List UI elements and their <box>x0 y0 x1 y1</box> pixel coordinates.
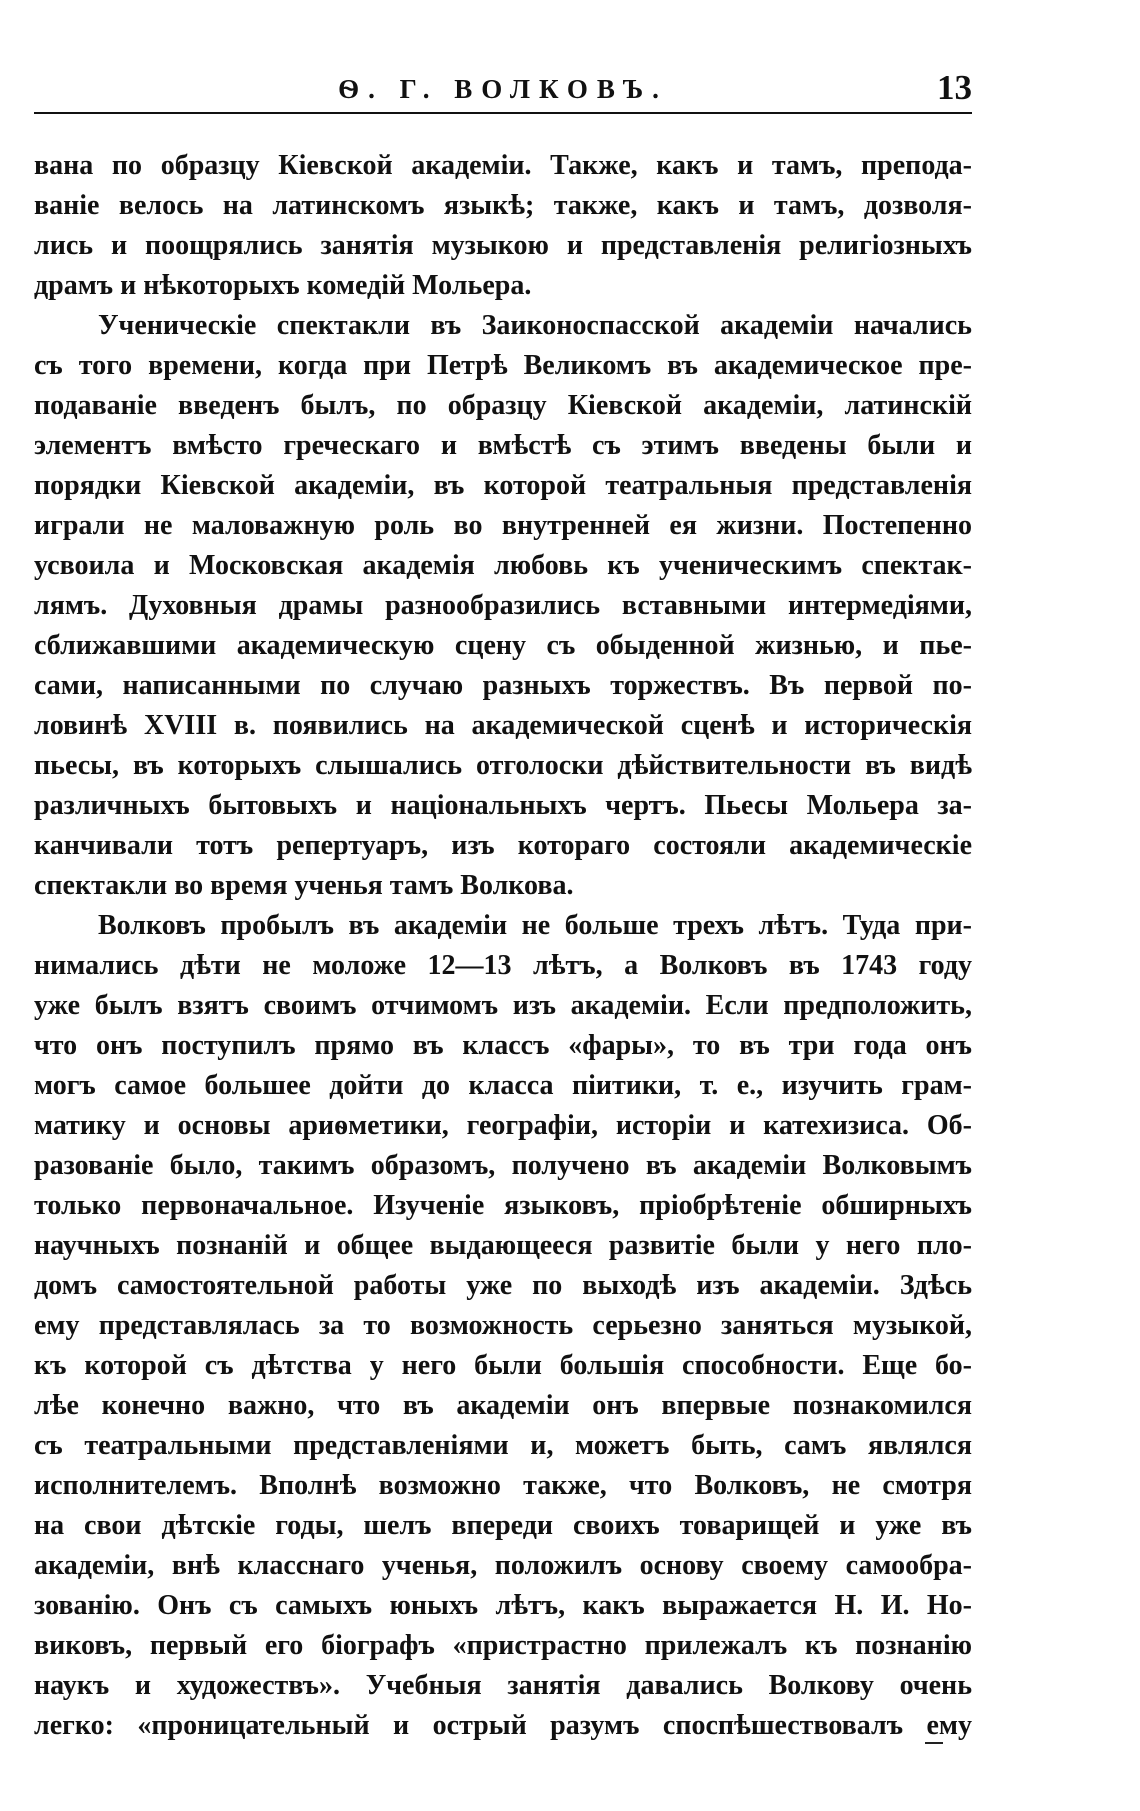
page-number: 13 <box>937 68 972 107</box>
running-header <box>34 68 972 112</box>
text-line: вана по образцу Кіевской академіи. Также, какъ и тамъ, препода- <box>34 150 972 181</box>
text-line: могъ самое большее дойти до класса піитики, т. е., изучить грам- <box>34 1070 972 1101</box>
text-line: пьесы, въ которыхъ слышались отголоски дѣйствительности въ видѣ <box>34 750 972 781</box>
running-title: Ѳ. Г. ВОЛКОВЪ. <box>338 74 668 104</box>
text-line: научныхъ познаній и общее выдающееся развитіе были у него пло- <box>34 1230 972 1261</box>
text-line: сами, написанными по случаю разныхъ торжествъ. Въ первой по- <box>34 670 972 701</box>
text-line: виковъ, первый его біографъ «пристрастно прилежалъ къ познанію <box>34 1630 972 1661</box>
text-line: къ которой съ дѣтства у него были большія способности. Еще бо- <box>34 1350 972 1381</box>
text-line: сближавшими академическую сцену съ обыденной жизнью, и пье- <box>34 630 972 661</box>
text-line: спектакли во время ученья тамъ Волкова. <box>34 870 574 901</box>
text-line: лѣе конечно важно, что въ академіи онъ впервые познакомился <box>34 1390 972 1421</box>
text-line: элементъ вмѣсто греческаго и вмѣстѣ съ этимъ введены были и <box>34 430 972 461</box>
text-line: ловинѣ XVIII в. появились на академической сценѣ и историческія <box>34 710 972 741</box>
catchword-mark <box>925 1742 943 1744</box>
text-line: наукъ и художествъ». Учебныя занятія давались Волкову очень <box>34 1670 972 1701</box>
text-line: домъ самостоятельной работы уже по выходѣ изъ академіи. Здѣсь <box>34 1270 972 1301</box>
text-line: что онъ поступилъ прямо въ классъ «фары», то въ три года онъ <box>34 1030 972 1061</box>
text-line: на свои дѣтскіе годы, шелъ впереди своихъ товарищей и уже въ <box>34 1510 972 1541</box>
text-line: лямъ. Духовныя драмы разнообразились вставными интермедіями, <box>34 590 972 621</box>
text-line: драмъ и нѣкоторыхъ комедій Мольера. <box>34 270 532 301</box>
text-line: легко: «проницательный и острый разумъ споспѣшествовалъ ему <box>34 1710 972 1741</box>
text-line: нимались дѣти не моложе 12—13 лѣтъ, а Волковъ въ 1743 году <box>34 950 972 981</box>
text-line: подаваніе введенъ былъ, по образцу Кіевской академіи, латинскій <box>34 390 972 421</box>
text-line: усвоила и Московская академія любовь къ ученическимъ спектак- <box>34 550 972 581</box>
text-line: ему представлялась за то возможность серьезно заняться музыкой, <box>34 1310 972 1341</box>
text-line: порядки Кіевской академіи, въ которой театральныя представленія <box>34 470 972 501</box>
text-line: съ того времени, когда при Петрѣ Великомъ въ академическое пре- <box>34 350 972 381</box>
header-rule <box>34 112 972 114</box>
body-text <box>34 146 972 1746</box>
text-line: разованіе было, такимъ образомъ, получено въ академіи Волковымъ <box>34 1150 972 1181</box>
text-line: ваніе велось на латинскомъ языкѣ; также, какъ и тамъ, дозволя- <box>34 190 972 221</box>
text-line: только первоначальное. Изученіе языковъ, пріобрѣтеніе обширныхъ <box>34 1190 972 1221</box>
text-line: различныхъ бытовыхъ и національныхъ чертъ. Пьесы Мольера за- <box>34 790 972 821</box>
text-line: канчивали тотъ репертуаръ, изъ котораго состояли академическіе <box>34 830 972 861</box>
text-line: уже былъ взятъ своимъ отчимомъ изъ академіи. Если предположить, <box>34 990 972 1021</box>
text-line: матику и основы ариѳметики, географіи, исторіи и катехизиса. Об- <box>34 1110 972 1141</box>
text-line: играли не маловажную роль во внутренней ея жизни. Постепенно <box>34 510 972 541</box>
text-line: Волковъ пробылъ въ академіи не больше трехъ лѣтъ. Туда при- <box>98 910 972 941</box>
text-line: лись и поощрялись занятія музыкою и представленія религіозныхъ <box>34 230 972 261</box>
text-line: Ученическіе спектакли въ Заиконоспасской академіи начались <box>98 310 972 341</box>
text-line: исполнителемъ. Вполнѣ возможно также, что Волковъ, не смотря <box>34 1470 972 1501</box>
text-line: академіи, внѣ класснаго ученья, положилъ основу своему самообра- <box>34 1550 972 1581</box>
text-line: съ театральными представленіями и, можетъ быть, самъ являлся <box>34 1430 972 1461</box>
text-line: зованію. Онъ съ самыхъ юныхъ лѣтъ, какъ выражается Н. И. Но- <box>34 1590 972 1621</box>
